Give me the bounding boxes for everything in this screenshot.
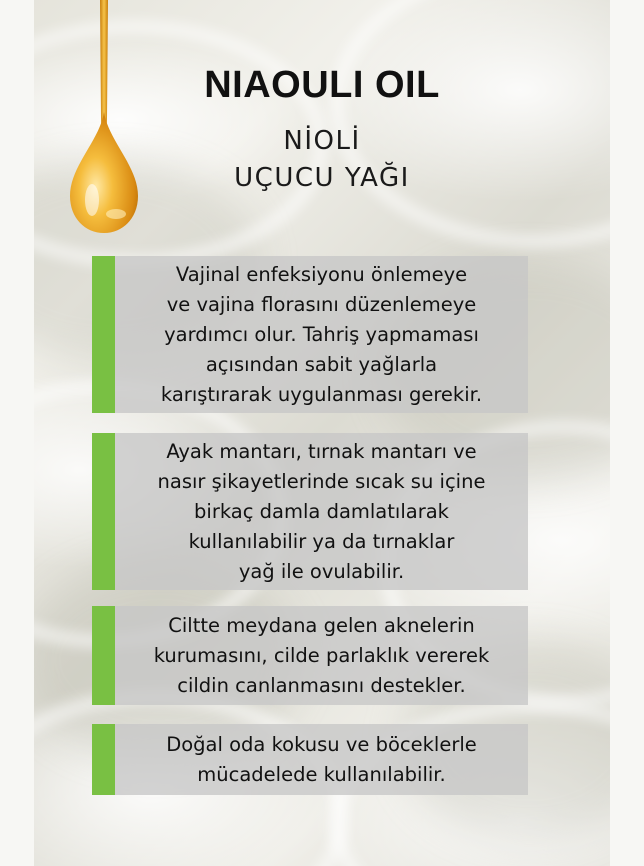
benefit-card-vaginal-health (92, 256, 528, 413)
right-margin (610, 0, 644, 866)
accent-bar (92, 433, 115, 590)
benefit-line: karıştırarak uygulanması gerekir. (160, 382, 483, 406)
product-subtitle-line2: UÇUCU YAĞI (234, 163, 410, 193)
benefit-line: Ayak mantarı, tırnak mantarı ve (166, 439, 477, 463)
accent-bar (92, 724, 115, 795)
benefit-card-skin (92, 606, 528, 705)
benefit-line: açısından sabit yağlarla (205, 352, 438, 376)
benefit-line: Doğal oda kokusu ve böceklerle (166, 732, 477, 756)
benefit-line: Ciltte meydana gelen aknelerin (168, 613, 475, 637)
accent-bar (92, 606, 115, 705)
benefit-text (115, 437, 528, 587)
benefit-line: mücadelede kullanılabilir. (197, 762, 446, 786)
benefit-line: cildin canlanmasını destekler. (177, 673, 466, 697)
benefit-line: nasır şikayetlerinde sıcak su içine (157, 469, 486, 493)
background-swirl (330, 0, 644, 248)
left-margin (0, 0, 34, 866)
product-title: NIAOULI OIL (204, 64, 440, 106)
benefit-line: ve vajina florasını düzenlemeye (166, 292, 477, 316)
benefit-line: kurumasını, cilde parlaklık vererek (153, 643, 490, 667)
benefit-card-fungus (92, 433, 528, 590)
benefit-text (115, 611, 528, 701)
benefit-line: birkaç damla damlatılarak (194, 499, 449, 523)
oil-drop-icon (64, 0, 144, 240)
benefit-text (115, 730, 528, 790)
benefit-text (115, 260, 528, 410)
benefit-line: kullanılabilir ya da tırnaklar (188, 529, 455, 553)
benefit-card-room-scent (92, 724, 528, 795)
benefit-line: yardımcı olur. Tahriş yapmaması (164, 322, 479, 346)
benefit-line: Vajinal enfeksiyonu önlemeye (175, 262, 468, 286)
benefit-line: yağ ile ovulabilir. (238, 559, 405, 583)
accent-bar (92, 256, 115, 413)
product-subtitle-line1: NİOLİ (283, 126, 361, 156)
